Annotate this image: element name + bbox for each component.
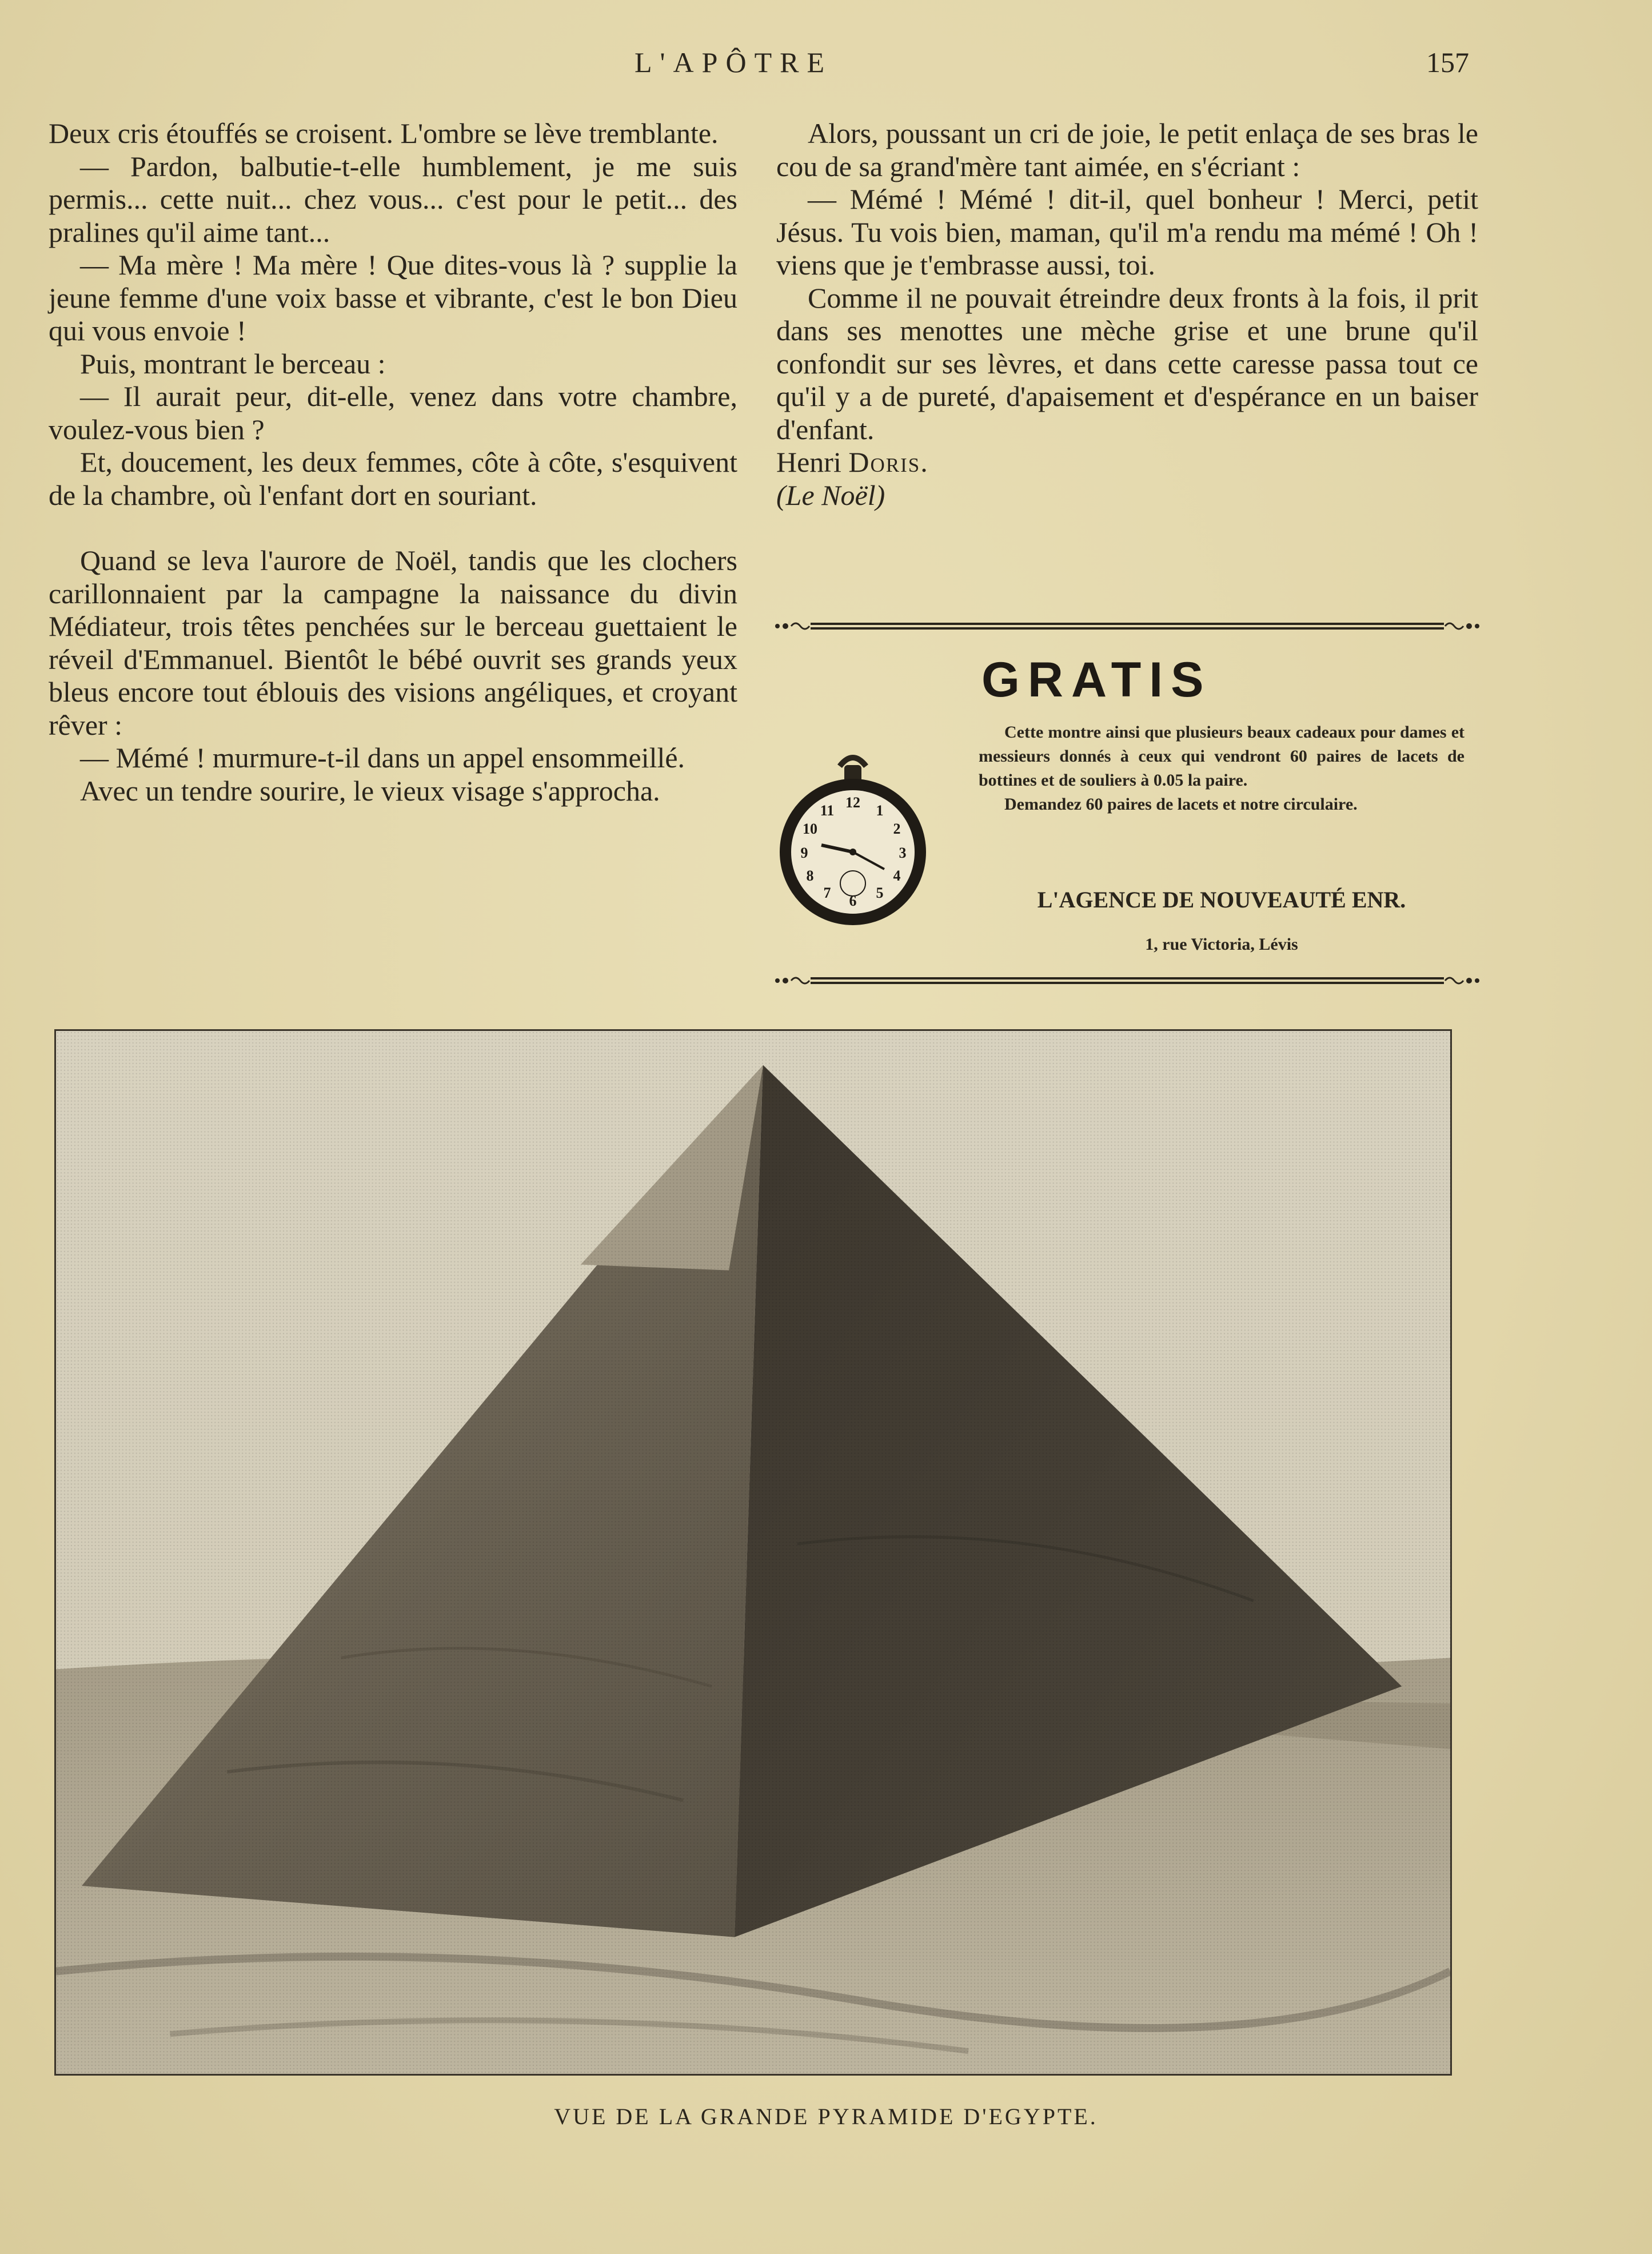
ornamental-rule-top (773, 618, 1482, 635)
paragraph: Quand se leva l'aurore de Noël, tandis que les clochers carillonnaient par la campagne la naissance du divin Médiateur, trois têtes penchées sur le berceau guettaient le réveil d'Emmanuel. Bientôt le bébé ouvrit ses grands yeux bleus encore tout éblouis des visions angéliques, et croyant rêver : (49, 544, 737, 741)
paragraph: — Il aurait peur, dit-elle, venez dans votre chambre, voulez-vous bien ? (49, 380, 737, 445)
author-signature (776, 446, 1478, 479)
paragraph: Avec un tendre sourire, le vieux visage s'approcha. (80, 774, 660, 807)
paragraph: Alors, poussant un cri de joie, le petit enlaça de ses bras le cou de sa grand'mère tant aimée, en s'écriant : (776, 117, 1478, 182)
paragraph: Puis, montrant le berceau : (80, 347, 386, 380)
svg-text:12: 12 (845, 794, 860, 811)
running-title: L'APÔTRE (635, 46, 833, 78)
page-number: 157 (1426, 46, 1469, 78)
svg-text:1: 1 (876, 802, 884, 819)
svg-text:3: 3 (899, 845, 907, 861)
ornamental-rule-bottom (773, 972, 1482, 989)
svg-text:9: 9 (800, 845, 808, 861)
gratis-advertisement (773, 618, 1482, 995)
svg-text:4: 4 (893, 867, 901, 884)
paragraph: — Mémé ! murmure-t-il dans un appel ensommeillé. (80, 742, 685, 774)
svg-text:8: 8 (806, 867, 814, 884)
paragraph: Comme il ne pouvait étreindre deux fronts à la fois, il prit dans ses menottes une mèche grise et une brune qu'il confondit sur ses lèvres, et dans cette caresse passa tout ce qu'il y a de pureté, d'apaisement et d'espérance en un baiser d'enfant. (776, 281, 1478, 445)
svg-text:11: 11 (820, 802, 835, 819)
ad-agency-name: L'AGENCE DE NOUVEAUTÉ ENR. (1037, 887, 1406, 913)
ad-request-text: Demandez 60 paires de lacets et notre circulaire. (1004, 795, 1358, 814)
pocket-watch-icon (776, 743, 930, 932)
paragraph: — Mémé ! Mémé ! dit-il, quel bonheur ! Merci, petit Jésus. Tu vois bien, maman, qu'il m'a rendu ma mémé ! Oh ! viens que je t'embrasse aussi, toi. (776, 183, 1478, 281)
ad-title: GRATIS (981, 652, 1212, 707)
ad-offer-text: Cette montre ainsi que plusieurs beaux cadeaux pour dames et messieurs donnés à ceux qui vendront 60 paires de lacets de bottines et de souliers à 0.05 la paire. (979, 723, 1465, 790)
ad-address: 1, rue Victoria, Lévis (1145, 935, 1298, 954)
svg-text:6: 6 (849, 893, 857, 909)
photo-caption: VUE DE LA GRANDE PYRAMIDE D'EGYPTE. (554, 2104, 1098, 2129)
author-last-name: Doris. (848, 446, 929, 478)
source-citation: (Le Noël) (776, 479, 885, 511)
paragraph: Deux cris étouffés se croisent. L'ombre se lève tremblante. (49, 117, 719, 149)
svg-text:2: 2 (893, 821, 901, 837)
svg-text:10: 10 (803, 821, 817, 837)
right-column (776, 117, 1478, 512)
svg-text:5: 5 (876, 885, 884, 901)
author-first-name: Henri (776, 446, 841, 478)
paragraph: — Ma mère ! Ma mère ! Que dites-vous là ? supplie la jeune femme d'une voix basse et vibrante, c'est le bon Dieu qui vous envoie ! (49, 249, 737, 347)
left-column (49, 117, 737, 807)
running-head (0, 40, 1652, 86)
svg-text:7: 7 (823, 885, 831, 901)
ad-body (979, 720, 1465, 817)
paragraph: — Pardon, balbutie-t-elle humblement, je me suis permis... cette nuit... chez vous... c'est pour le petit... des pralines qu'il aime tant... (49, 150, 737, 248)
pyramid-illustration (56, 1031, 1450, 2074)
pyramid-photograph (54, 1029, 1452, 2076)
paragraph: Et, doucement, les deux femmes, côte à côte, s'esquivent de la chambre, où l'enfant dort en souriant. (49, 446, 737, 511)
